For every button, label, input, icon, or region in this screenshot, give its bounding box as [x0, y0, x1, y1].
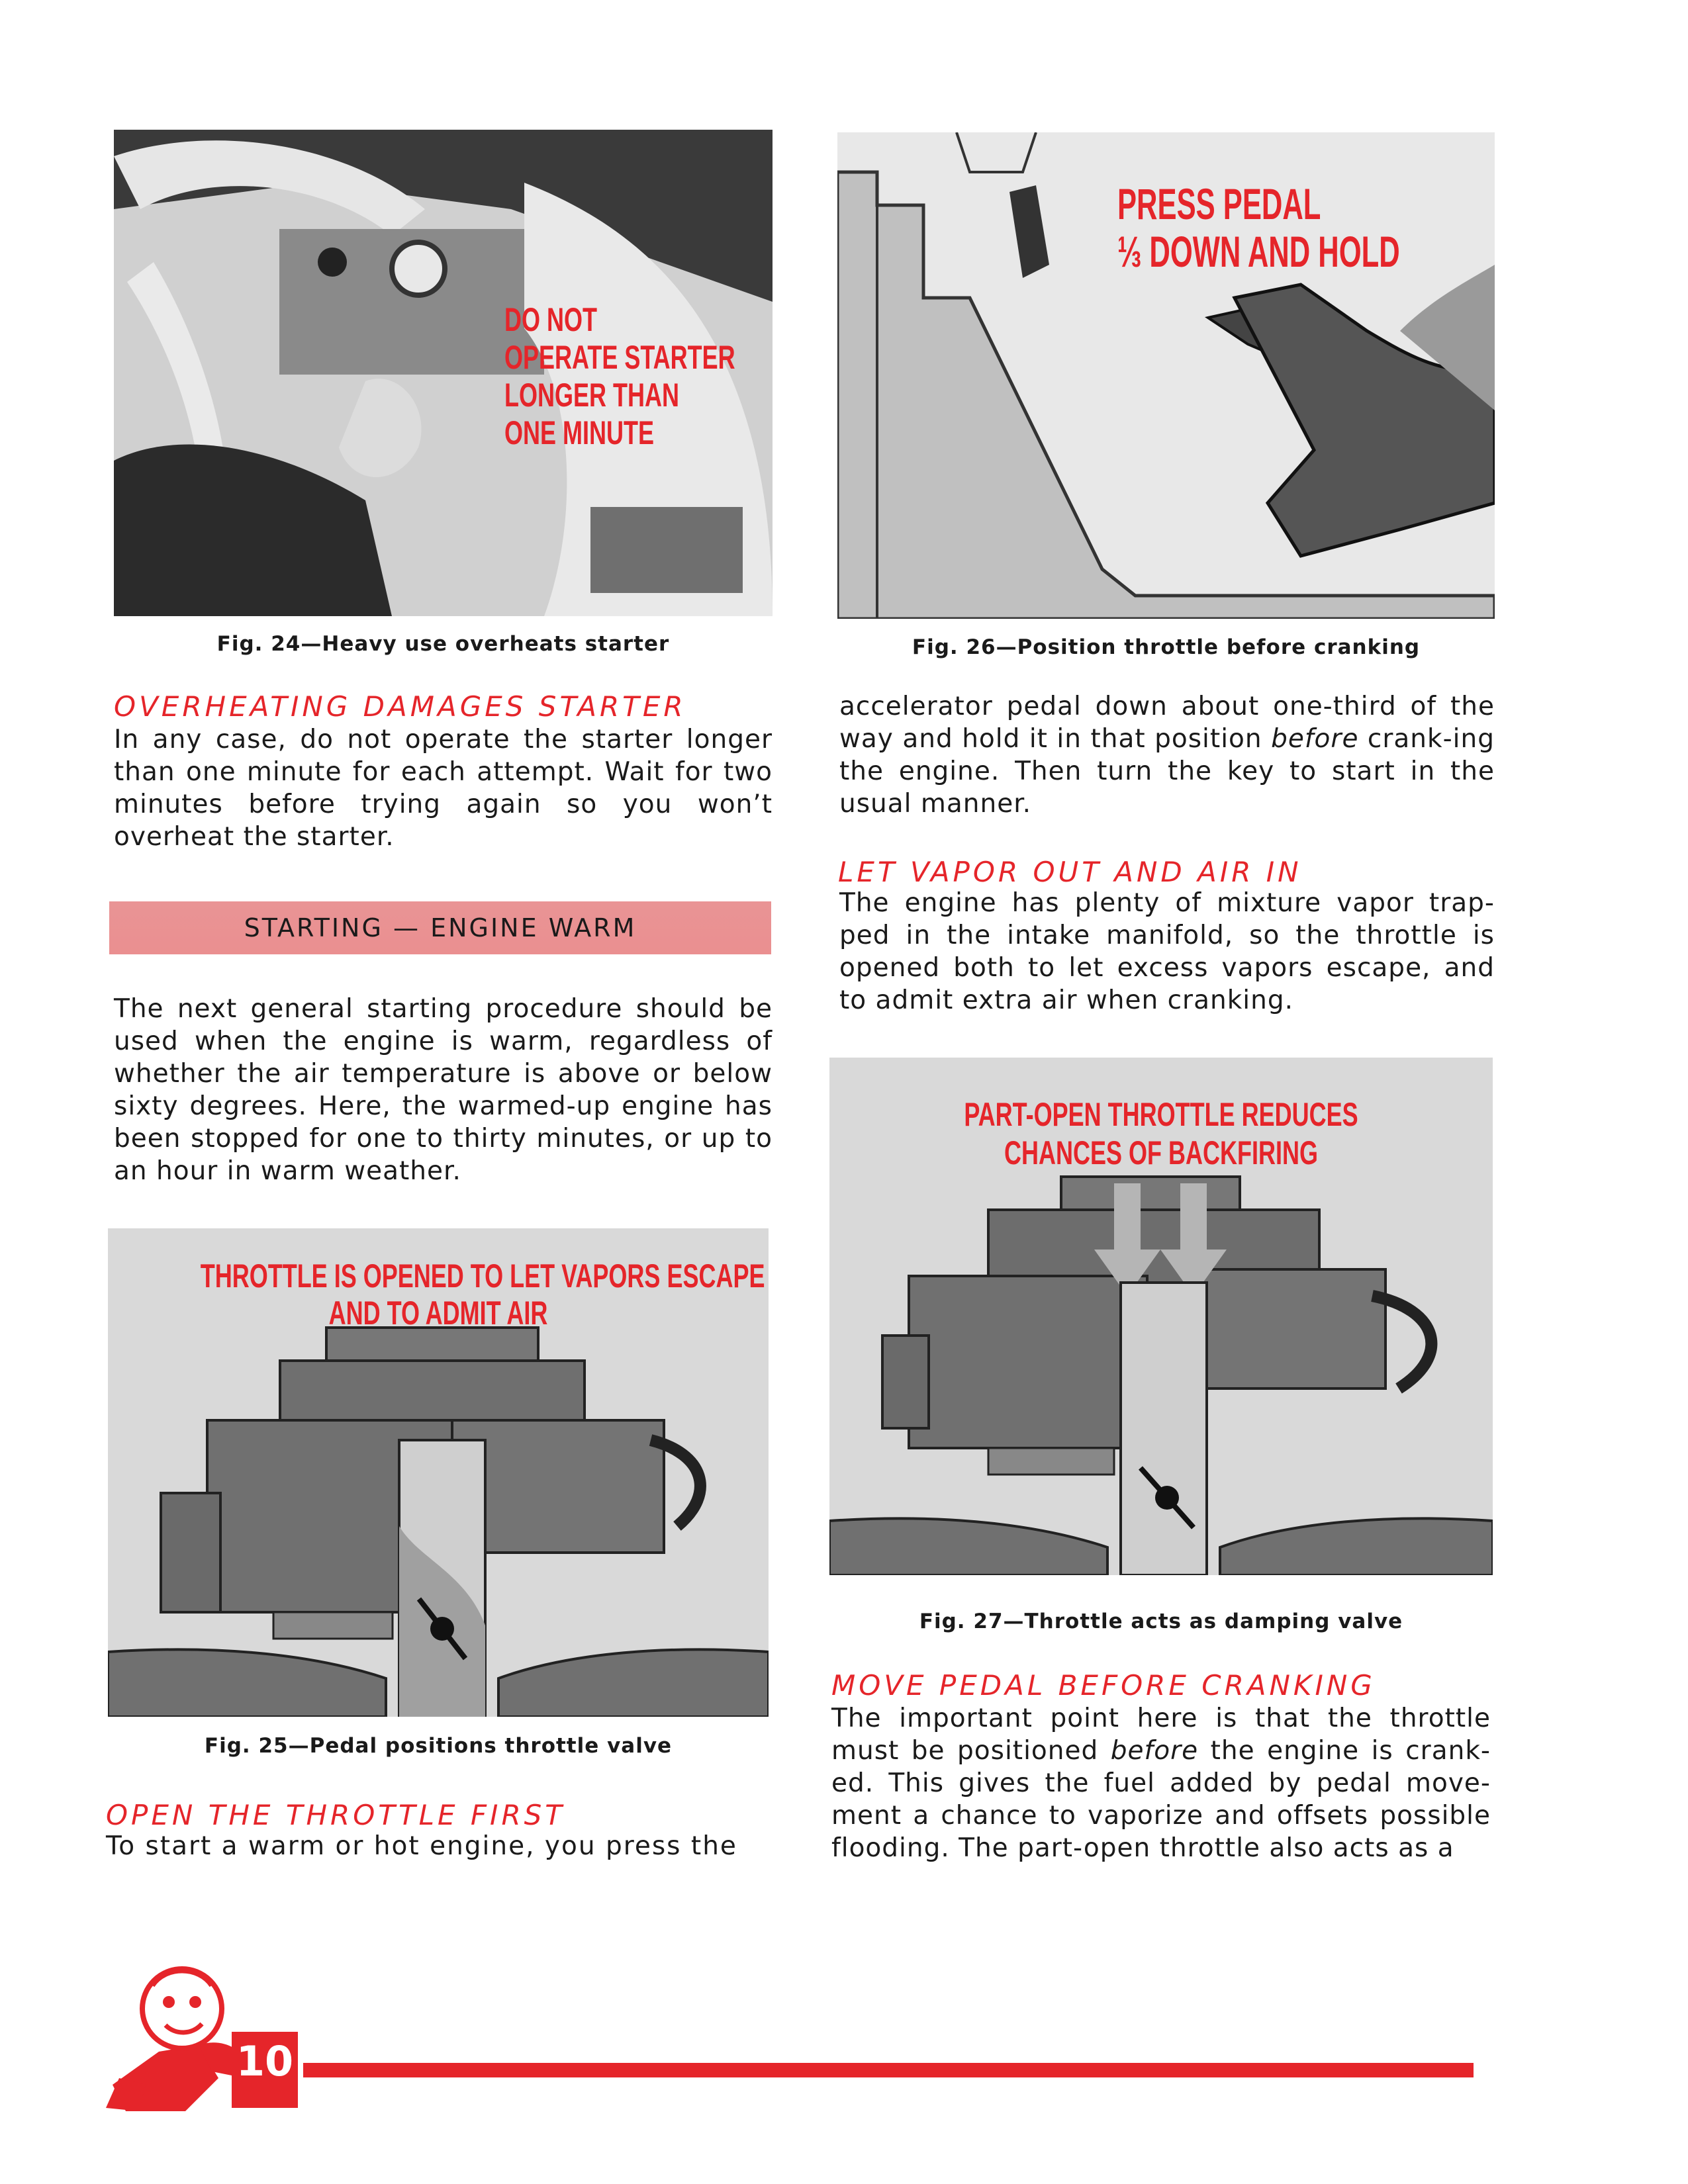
- paragraph-open-throttle: To start a warm or hot engine, you press the: [106, 1831, 737, 1861]
- fig27-caption: Fig. 27—Throttle acts as damping valve: [919, 1610, 1403, 1633]
- fig26-caption: Fig. 26—Position throttle before cranking: [912, 635, 1421, 659]
- section-heading-open-throttle: OPEN THE THROTTLE FIRST: [106, 1799, 565, 1831]
- fig26-overlay-line-1: PRESS PEDAL: [1117, 179, 1321, 228]
- fig24-overlay-line-2: OPERATE STARTER: [504, 339, 735, 376]
- fig24-overlay-line-4: ONE MINUTE: [504, 414, 655, 451]
- fig25-overlay-line-1: THROTTLE IS OPENED TO LET VAPORS ESCAPE: [200, 1257, 765, 1295]
- page-number: 10: [236, 2037, 294, 2085]
- fig27-overlay-line-2: CHANCES OF BACKFIRING: [1004, 1134, 1318, 1171]
- fig27-overlay: [922, 1095, 1399, 1172]
- fig26-overlay-line-2: ⅓ DOWN AND HOLD: [1117, 227, 1400, 276]
- section-heading-overheating: OVERHEATING DAMAGES STARTER: [114, 690, 686, 723]
- fig27-overlay-line-1: PART-OPEN THROTTLE REDUCES: [964, 1096, 1358, 1133]
- paragraph-accelerator: [839, 690, 1495, 820]
- paragraph-accelerator-b: crank-ing the engine. Then turn the key to start in the usual manner.: [839, 724, 1495, 819]
- fig25-overlay: [200, 1257, 765, 1332]
- footer-rule: [303, 2063, 1474, 2077]
- fig25-caption: Fig. 25—Pedal positions throttle valve: [204, 1734, 673, 1758]
- fig24-overlay-line-3: LONGER THAN: [504, 377, 679, 414]
- fig25-overlay-line-2: AND TO ADMIT AIR: [328, 1295, 548, 1332]
- paragraph-overheating: In any case, do not operate the starter longer than one minute for each attempt. Wait for two minutes before trying again so you won’t overheat the starter.: [114, 725, 773, 852]
- section-banner-engine-warm: STARTING — ENGINE WARM: [109, 901, 771, 954]
- fig26-overlay: [1117, 180, 1400, 275]
- paragraph-vapor: The engine has plenty of mixture vapor trap-ped in the intake manifold, so the throttle is opened both to let excess vapors escape, and to admit extra air when cranking.: [839, 888, 1495, 1015]
- paragraph-move-pedal-b: the engine is crank-ed. This gives the fuel added by pedal move-ment a chance to vaporize and offsets possible flooding. The part-open throttle also acts as a: [831, 1736, 1491, 1863]
- section-heading-vapor: LET VAPOR OUT AND AIR IN: [838, 856, 1302, 888]
- paragraph-accelerator-em: before: [1271, 724, 1359, 754]
- paragraph-move-pedal-em: before: [1110, 1736, 1199, 1766]
- fig24-overlay-line-1: DO NOT: [504, 301, 597, 338]
- fig24-overlay: [504, 301, 735, 452]
- paragraph-move-pedal: [831, 1702, 1491, 1864]
- section-heading-move-pedal: MOVE PEDAL BEFORE CRANKING: [831, 1669, 1376, 1702]
- fig24-caption: Fig. 24—Heavy use overheats starter: [216, 632, 670, 656]
- paragraph-engine-warm: The next general starting procedure should be used when the engine is warm, regardless of whether the air temperature is above or below sixty degrees. Here, the warmed-up engine has been stopped for one to thirty minutes, or up to an hour in warm weather.: [114, 994, 773, 1186]
- paragraph-move-pedal-a: The important point here is that the throttle must be positioned: [831, 1704, 1491, 1766]
- paragraph-accelerator-a: accelerator pedal down about one-third of the way and hold it in that position: [839, 692, 1495, 754]
